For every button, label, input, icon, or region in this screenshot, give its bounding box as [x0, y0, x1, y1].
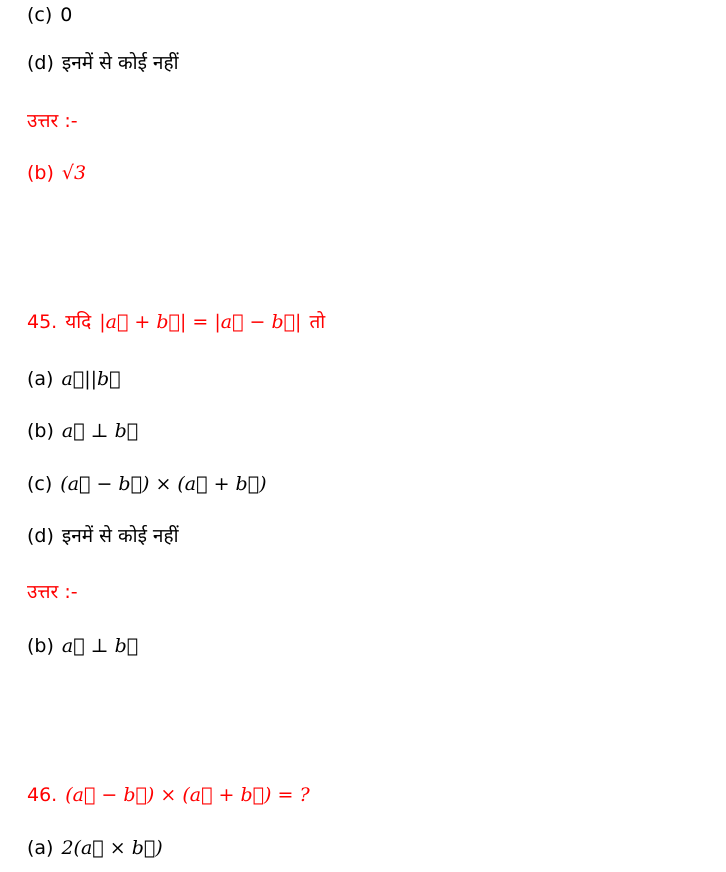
option-label: (d): [27, 52, 54, 74]
option-b: [27, 418, 138, 444]
answer-heading: [27, 108, 78, 134]
option-math: a⃗||b⃗: [61, 368, 121, 390]
answer-heading-text: उत्तर :-: [27, 110, 78, 132]
option-label: (b): [27, 635, 54, 657]
option-label: (c): [27, 473, 53, 495]
option-a: [27, 366, 121, 392]
option-math: a⃗ ⊥ b⃗: [61, 420, 139, 442]
option-text: 0: [60, 4, 73, 26]
answer-heading: [27, 579, 78, 605]
option-label: (b): [27, 162, 54, 184]
option-math: (a⃗ − b⃗) × (a⃗ + b⃗): [60, 473, 267, 495]
option-text: इनमें से कोई नहीं: [61, 52, 179, 74]
option-c: [27, 471, 267, 497]
option-text: इनमें से कोई नहीं: [61, 525, 179, 547]
question-math: |a⃗ + b⃗| = |a⃗ − b⃗|: [99, 311, 302, 333]
option-label: (a): [27, 368, 54, 390]
option-a: [27, 835, 163, 861]
option-label: (a): [27, 837, 54, 859]
option-label: (d): [27, 525, 54, 547]
option-d: [27, 50, 179, 76]
answer-option: [27, 160, 86, 186]
answer-heading-text: उत्तर :-: [27, 581, 78, 603]
option-math: a⃗ ⊥ b⃗: [61, 635, 139, 657]
option-c: [27, 2, 72, 28]
option-math: 2(a⃗ × b⃗): [61, 837, 163, 859]
question-text: यदि: [65, 311, 92, 333]
question-math: (a⃗ − b⃗) × (a⃗ + b⃗) = ?: [65, 784, 310, 806]
question-45: [27, 309, 325, 335]
option-d: [27, 523, 179, 549]
question-46: [27, 782, 310, 808]
answer-option: [27, 633, 138, 659]
question-number: 46.: [27, 784, 58, 806]
question-number: 45.: [27, 311, 58, 333]
option-math: √3: [61, 162, 87, 184]
option-label: (c): [27, 4, 53, 26]
question-text-end: तो: [309, 311, 326, 333]
option-label: (b): [27, 420, 54, 442]
